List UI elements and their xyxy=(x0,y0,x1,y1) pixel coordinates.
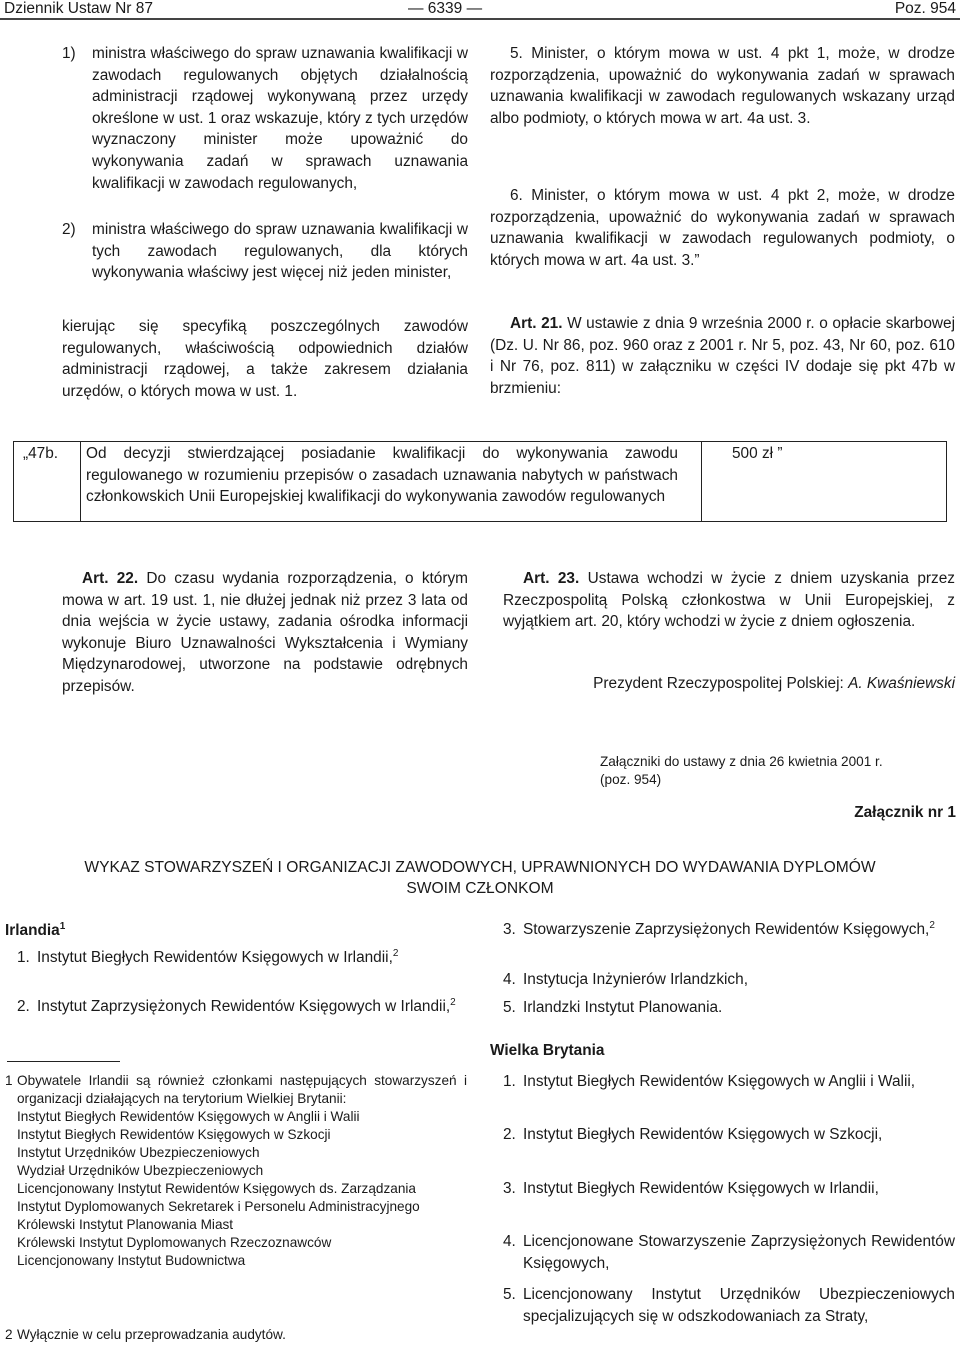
footnote-list-item: Instytut Biegłych Rewidentów Księgowych w Anglii i Walii xyxy=(17,1109,360,1124)
list-text: ministra właściwego do spraw uznawania kwalifikacji w zawodach regulowanych objętych działalnością administracji rządowej wykonywaną przez urzędy określone w ust. 1 oraz wskazuje, który z tych urzędów wyznaczony minister może upoważnić do wykonywania zadań w sprawach uznawania kwalifikacji w zawodach regulowanych, xyxy=(92,45,468,192)
fee-table xyxy=(13,441,947,522)
ireland-item-4 xyxy=(503,969,955,991)
ireland-item-5 xyxy=(503,997,955,1019)
ireland-item-3 xyxy=(503,919,955,941)
uk-heading: Wielka Brytania xyxy=(490,1042,605,1059)
article-text: Ustawa wchodzi w życie z dniem uzyskania przez Rzeczpospolitą Polską członkostwa w Unii Europejskiej, z wyjątkiem art. 20, który wchodzi w życie z dniem ogłoszenia. xyxy=(503,570,955,631)
list-text: ministra właściwego do spraw uznawania kwalifikacji w tych zawodach regulowanych, dla których wykonywania właściwy jest więcej niż jeden minister, xyxy=(92,221,468,282)
list-item-1 xyxy=(62,43,468,194)
article-text: Do czasu wydania rozporządzenia, o którym mowa w art. 19 ust. 1, nie dłużej jednak niż przez 3 lata od dnia wejścia w życie ustawy, zadania ośrodka informacji wykonuje Biuro Uznawalności Wykształcenia i Wymiany Międzynarodowej, utworzone na podstawie odrębnych przepisów. xyxy=(62,570,468,695)
list-number: 3. xyxy=(503,1180,516,1197)
header-rule xyxy=(0,18,960,20)
closing-paragraph: kierując się specyfiką poszczególnych zawodów regulowanych, właściwością odpowiednich działów administracji rządowej, a także zakresem działania urzędów, o których mowa w ust. 1. xyxy=(62,318,468,400)
list-number: 2. xyxy=(17,998,30,1015)
list-text: Instytut Biegłych Rewidentów Księgowych w Irlandii, xyxy=(523,1180,879,1197)
list-number: 5. xyxy=(503,999,516,1016)
list-number: 1. xyxy=(17,949,30,966)
list-number: 2) xyxy=(62,221,76,238)
signature-prefix: Prezydent Rzeczypospolitej Polskiej: xyxy=(593,675,844,692)
ireland-item-2 xyxy=(17,996,469,1018)
list-number: 4. xyxy=(503,971,516,988)
article-label: Art. 22. xyxy=(82,570,139,587)
list-number: 2. xyxy=(503,1126,516,1143)
list-text: Instytut Biegłych Rewidentów Księgowych w Szkocji, xyxy=(523,1126,883,1143)
list-text: Instytut Zaprzysiężonych Rewidentów Księgowych w Irlandii, xyxy=(37,998,451,1015)
uk-item-1 xyxy=(503,1071,955,1093)
list-number: 1) xyxy=(62,45,76,62)
footnote-text: Wyłącznie w celu przeprowadzania audytów. xyxy=(17,1327,286,1342)
annex-note xyxy=(600,753,955,789)
footnote-list-item: Licencjonowany Instytut Rewidentów Księgowych ds. Zarządzania xyxy=(17,1181,416,1196)
annex-heading xyxy=(0,857,960,899)
footnote-rule xyxy=(7,1061,120,1062)
footnote-mark: 2 xyxy=(5,1327,13,1342)
paragraph-6: 6. Minister, o którym mowa w ust. 4 pkt 2, może, w drodze rozporządzenia, upoważnić do wykonywania zadań w sprawach uznawania kwalifikacji w zawodach regulowanych podmioty, o których mowa w art. 4a ust. 3.” xyxy=(490,187,955,269)
uk-item-2 xyxy=(503,1124,955,1146)
uk-item-3 xyxy=(503,1178,955,1200)
fee-code: „47b. xyxy=(23,445,59,462)
list-text: Licencjonowane Stowarzyszenie Zaprzysiężonych Rewidentów Księgowych, xyxy=(523,1233,955,1272)
footnote-2 xyxy=(5,1326,467,1344)
article-22 xyxy=(62,568,468,698)
list-text: Irlandzki Instytut Planowania. xyxy=(523,999,723,1016)
fee-amount: 500 zł ” xyxy=(732,445,783,462)
annex-note-line2: (poz. 954) xyxy=(600,772,662,787)
list-text: Stowarzyszenie Zaprzysiężonych Rewidentów Księgowych, xyxy=(523,921,930,938)
footnote-intro: Obywatele Irlandii są również członkami następujących stowarzyszeń i organizacji działających na terytorium Wielkiej Brytanii: xyxy=(17,1073,467,1106)
list-text: Instytut Biegłych Rewidentów Księgowych w Irlandii, xyxy=(37,949,393,966)
footnote-list-item: Królewski Instytut Dyplomowanych Rzeczoznawców xyxy=(17,1235,332,1250)
article-label: Art. 21. xyxy=(510,315,563,332)
list-text: Instytut Biegłych Rewidentów Księgowych w Anglii i Walii, xyxy=(523,1073,916,1090)
footnote-ref: 2 xyxy=(450,996,456,1008)
footnote-ref: 2 xyxy=(392,947,399,959)
annex-heading-line1: WYKAZ STOWARZYSZEŃ I ORGANIZACJI ZAWODOWYCH, UPRAWNIONYCH DO WYDAWANIA DYPLOMÓW xyxy=(84,859,876,876)
article-label: Art. 23. xyxy=(523,570,580,587)
uk-item-5 xyxy=(503,1284,955,1327)
fee-description: Od decyzji stwierdzającej posiadanie kwalifikacji do wykonywania zawodu regulowanego w rozumieniu przepisów o zasadach uznawania nabytych w państwach członkowskich Unii Europejskiej kwalifikacji do wykonywania zawodów regulowanych xyxy=(86,445,678,506)
article-21 xyxy=(490,313,955,399)
uk-item-4 xyxy=(503,1231,955,1274)
list-text: Licencjonowany Instytut Urzędników Ubezpieczeniowych specjalizujących się w odszkodowaniach za Straty, xyxy=(523,1286,955,1325)
footnote-1 xyxy=(5,1072,467,1270)
footnote-ref: 2 xyxy=(929,919,935,931)
footnote-mark: 1 xyxy=(5,1073,13,1088)
footnote-list-item: Wydział Urzędników Ubezpieczeniowych xyxy=(17,1163,264,1178)
page-number: — 6339 — xyxy=(408,0,483,17)
position-number: Poz. 954 xyxy=(894,0,956,17)
footnote-list-item: Instytut Dyplomowanych Sekretarek i Personelu Administracyjnego xyxy=(17,1199,420,1214)
signature xyxy=(503,673,955,695)
list-number: 1. xyxy=(503,1073,516,1090)
paragraph-5: 5. Minister, o którym mowa w ust. 4 pkt 1, może, w drodze rozporządzenia, upoważnić do wykonywania zadań w sprawach uznawania kwalifikacji w zawodach regulowanych wskazany urząd albo podmioty, o których mowa w art. 4a ust. 3. xyxy=(490,45,955,127)
footnote-list-item: Instytut Urzędników Ubezpieczeniowych xyxy=(17,1145,260,1160)
annex-title: Załącznik nr 1 xyxy=(854,804,956,821)
ireland-item-1 xyxy=(17,947,469,969)
list-item-2 xyxy=(62,219,468,284)
fee-description-cell xyxy=(81,442,702,521)
article-text: W ustawie z dnia 9 września 2000 r. o opłacie skarbowej (Dz. U. Nr 86, poz. 960 oraz z 2001 r. Nr 5, poz. 43, Nr 60, poz. 610 i Nr 76, poz. 811) w załączniku w części IV dodaje się pkt 47b w brzmieniu: xyxy=(490,315,955,397)
ireland-heading-text: Irlandia xyxy=(5,922,60,939)
signature-name: A. Kwaśniewski xyxy=(848,675,955,692)
list-text: Instytucja Inżynierów Irlandzkich, xyxy=(523,971,748,988)
annex-note-line1: Załączniki do ustawy z dnia 26 kwietnia 2001 r. xyxy=(600,754,883,769)
list-number: 3. xyxy=(503,921,516,938)
list-number: 4. xyxy=(503,1233,516,1250)
list-number: 5. xyxy=(503,1286,516,1303)
journal-title: Dziennik Ustaw Nr 87 xyxy=(4,0,154,17)
fee-amount-cell xyxy=(702,442,946,521)
annex-heading-line2: SWOIM CZŁONKOM xyxy=(406,880,554,897)
footnote-ref: 1 xyxy=(59,920,66,932)
footnote-list-item: Królewski Instytut Planowania Miast xyxy=(17,1217,234,1232)
fee-code-cell xyxy=(14,442,81,521)
article-23 xyxy=(503,568,955,633)
footnote-list-item: Licencjonowany Instytut Budownictwa xyxy=(17,1253,246,1268)
footnote-list-item: Instytut Biegłych Rewidentów Księgowych w Szkocji xyxy=(17,1127,331,1142)
page-header xyxy=(4,0,956,20)
ireland-heading xyxy=(5,920,65,942)
